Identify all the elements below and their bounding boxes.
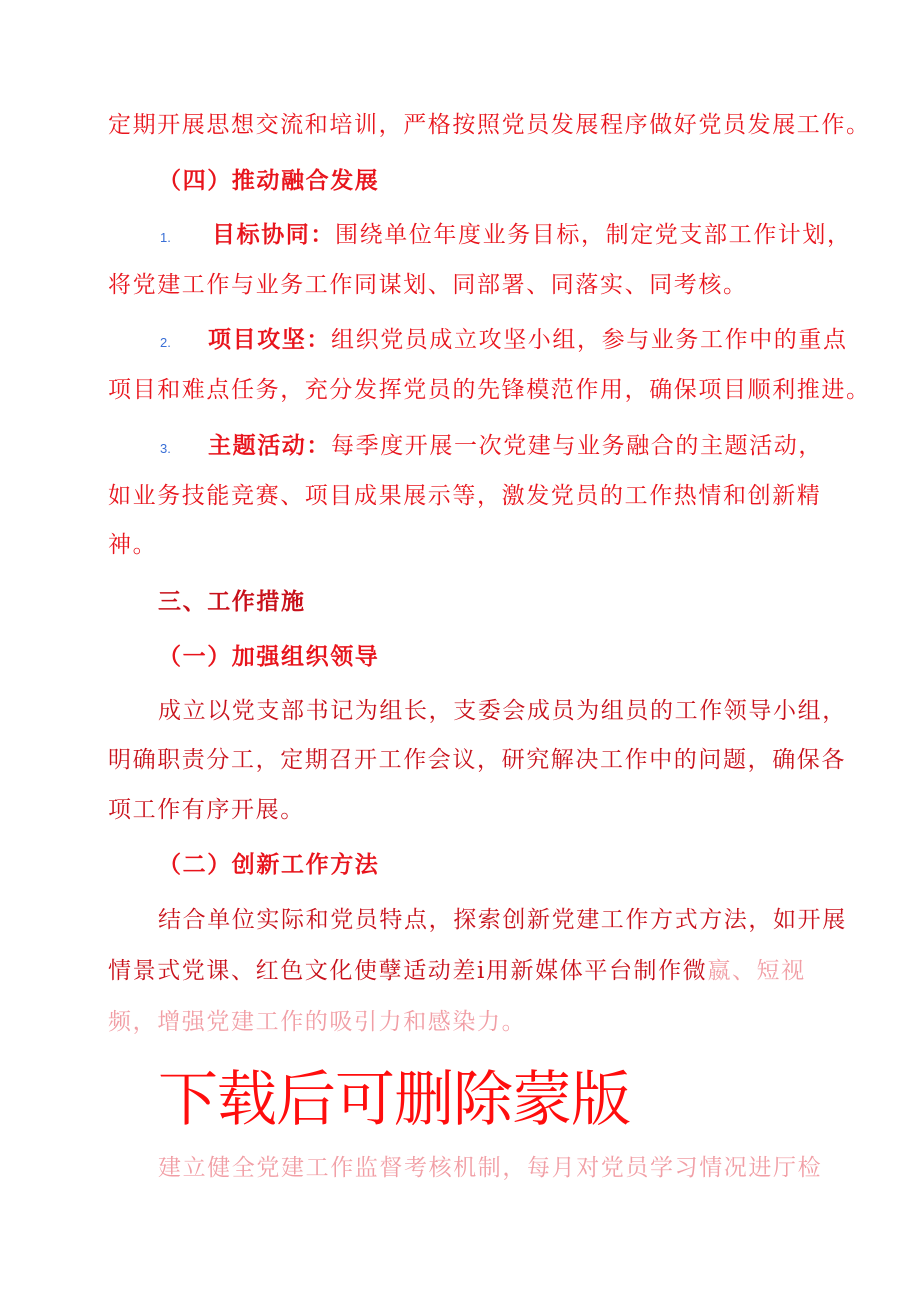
paragraph-line: 明确职责分工，定期召开工作会议，研究解决工作中的问题，确保各 (108, 747, 846, 773)
paragraph-line: 结合单位实际和党员特点，探索创新党建工作方式方法，如开展 (158, 907, 847, 933)
list-item-line: 神。 (108, 532, 158, 558)
list-number: 3. (160, 441, 171, 456)
paragraph-text: 情景式党课、红色文化使孽适动差i用新媒体平台制作微 (108, 958, 708, 984)
section-heading: 三、工作措施 (158, 588, 306, 615)
list-item-line: 项目和难点任务，充分发挥党员的先锋模范作用，确保项目顺利推进。 (108, 377, 871, 403)
paragraph-line-faded: 频，增强党建工作的吸引力和感染力。 (108, 1009, 527, 1035)
paragraph-line-faded: 建立健全党建工作监督考核机制，每月对党员学习情况进厅检 (158, 1155, 823, 1181)
subheading-two: （二）创新工作方法 (158, 851, 380, 878)
subheading-four: （四）推动融合发展 (158, 167, 380, 194)
list-item-term: 主题活动： (208, 432, 331, 459)
list-item-line: 将党建工作与业务工作同谋划、同部署、同落实、同考核。 (108, 272, 748, 298)
paragraph-line: 成立以党支部书记为组长，支委会成员为组员的工作领导小组， (158, 698, 847, 724)
list-item-text: 组织党员成立攻坚小组，参与业务工作中的重点 (331, 327, 848, 353)
list-item-line: 如业务技能竞赛、项目成果展示等，激发党员的工作热情和创新精 (108, 483, 822, 509)
paragraph-text-faded: 嬴、短视 (707, 958, 806, 984)
list-item-line (208, 431, 823, 461)
list-item-line (208, 325, 848, 355)
list-item-text: 每季度开展一次党建与业务融合的主题活动， (331, 433, 823, 459)
subheading-one: （一）加强组织领导 (158, 643, 380, 670)
list-number: 2. (160, 335, 171, 350)
list-item-term: 目标协同： (212, 221, 335, 248)
list-number: 1. (160, 230, 171, 245)
paragraph-line (108, 956, 806, 986)
paragraph-line: 定期开展思想交流和培训，严格按照党员发展程序做好党员发展工作。 (108, 112, 871, 138)
watermark-banner: 下载后可删除蒙版 (158, 1065, 630, 1135)
paragraph-line: 项工作有序开展。 (108, 797, 305, 823)
list-item-term: 项目攻坚： (208, 326, 331, 353)
list-item-line (212, 220, 852, 250)
list-item-text: 围绕单位年度业务目标，制定党支部工作计划， (335, 222, 852, 248)
